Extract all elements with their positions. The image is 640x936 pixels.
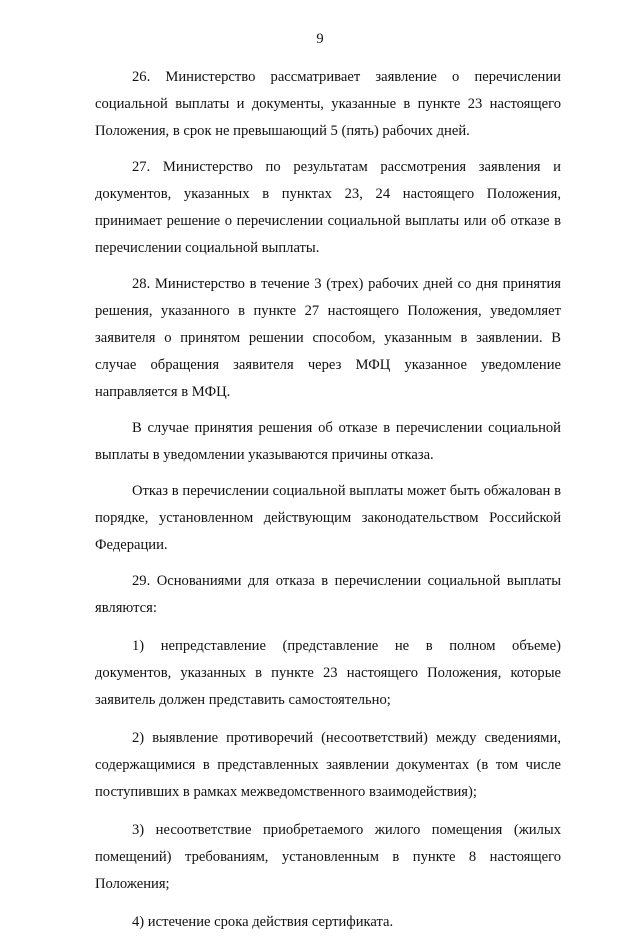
document-body — [95, 64, 561, 936]
list-item-2: 2) выявление противоречий (несоответствий) между сведениями, содержащимися в представленных заявлении документах (в том числе поступивших в рамках межведомственного взаимодействия); — [95, 730, 561, 800]
paragraph-27: 27. Министерство по результатам рассмотрения заявления и документов, указанных в пунктах 23, 24 настоящего Положения, принимает решение о перечислении социальной выплаты или об отказе в перечислении социальной выплаты. — [95, 159, 561, 256]
page-number: 9 — [316, 31, 324, 47]
paragraph-26: 26. Министерство рассматривает заявление о перечислении социальной выплаты и документы, указанные в пункте 23 настоящего Положения, в срок не превышающий 5 (пять) рабочих дней. — [95, 69, 561, 139]
paragraph-28: 28. Министерство в течение 3 (трех) рабочих дней со дня принятия решения, указанного в пункте 27 настоящего Положения, уведомляет заявителя о принятом решении способом, указанным в заявлении. В случае обращения заявителя через МФЦ указанное уведомление направляется в МФЦ. — [95, 276, 561, 400]
list-item-4: 4) истечение срока действия сертификата. — [132, 914, 394, 930]
paragraph-29: 29. Основаниями для отказа в перечислении социальной выплаты являются: — [95, 573, 561, 616]
list-item-3: 3) несоответствие приобретаемого жилого помещения (жилых помещений) требованиям, установленным в пункте 8 настоящего Положения; — [95, 822, 561, 892]
paragraph-refusal-reasons-notice: В случае принятия решения об отказе в перечислении социальной выплаты в уведомлении указываются причины отказа. — [95, 420, 561, 463]
paragraph-refusal-appeal: Отказ в перечислении социальной выплаты может быть обжалован в порядке, установленном действующим законодательством Российской Федерации. — [95, 483, 561, 553]
list-item-1: 1) непредставление (представление не в полном объеме) документов, указанных в пункте 23 настоящего Положения, которые заявитель должен представить самостоятельно; — [95, 638, 561, 708]
